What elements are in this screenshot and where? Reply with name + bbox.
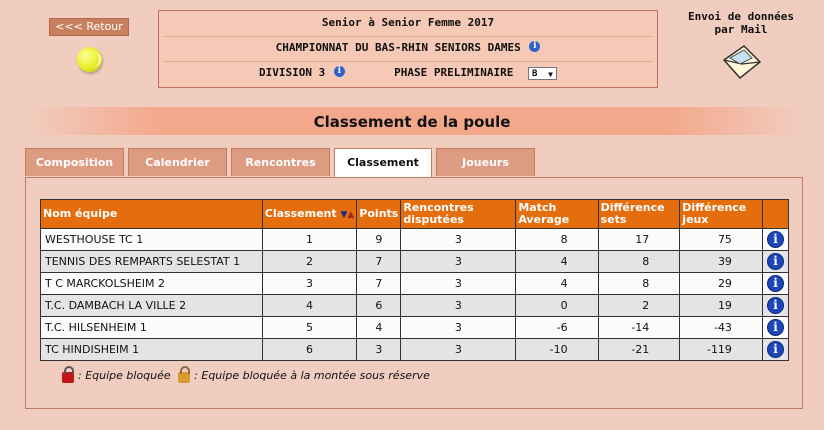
- table-row: [41, 273, 789, 295]
- table-row: [41, 251, 789, 273]
- rank-cell: 4: [262, 295, 357, 317]
- division-line: [159, 66, 657, 80]
- table-header-row: [41, 200, 789, 229]
- info-cell: [762, 295, 788, 317]
- back-button[interactable]: <<< Retour: [49, 18, 129, 36]
- legend: [62, 369, 430, 382]
- divider: [163, 36, 653, 37]
- competition-info-box: [158, 10, 658, 88]
- column-played-line1: Rencontres: [403, 201, 474, 214]
- championship-line: [159, 41, 657, 54]
- average-cell: 8: [516, 229, 598, 251]
- tab-classement[interactable]: Classement: [334, 148, 432, 178]
- column-average: [516, 200, 598, 229]
- info-cell: [762, 317, 788, 339]
- rank-cell: 5: [262, 317, 357, 339]
- team-name: T.C. DAMBACH LA VILLE 2: [41, 295, 263, 317]
- info-cell: [762, 251, 788, 273]
- division-info-icon[interactable]: i: [334, 66, 345, 77]
- average-cell: 4: [516, 273, 598, 295]
- column-games-line1: Différence: [682, 201, 747, 214]
- average-cell: 4: [516, 251, 598, 273]
- phase-selected-value: B: [531, 68, 538, 79]
- rank-cell: 1: [262, 229, 357, 251]
- points-cell: 9: [357, 229, 401, 251]
- info-cell: [762, 339, 788, 361]
- table-row: [41, 229, 789, 251]
- column-average-line2: Average: [518, 213, 570, 226]
- column-rank[interactable]: [262, 200, 357, 229]
- tab-composition[interactable]: Composition: [25, 148, 124, 176]
- points-cell: 7: [357, 251, 401, 273]
- legend-blocked-reserve: : Equipe bloquée à la montée sous réserve: [194, 369, 430, 382]
- team-name: TENNIS DES REMPARTS SELESTAT 1: [41, 251, 263, 273]
- rank-cell: 6: [262, 339, 357, 361]
- column-info: [762, 200, 788, 229]
- info-icon[interactable]: i: [767, 341, 784, 358]
- games-cell: 75: [680, 229, 763, 251]
- mail-export-label[interactable]: [676, 10, 806, 36]
- phase-label: PHASE PRELIMINAIRE: [394, 66, 514, 79]
- competition-title: Senior à Senior Femme 2017: [321, 16, 495, 29]
- column-rank-label: Classement: [264, 206, 337, 220]
- legend-blocked: : Equipe bloquée: [78, 369, 171, 382]
- info-icon[interactable]: i: [767, 231, 784, 248]
- lock-red-icon: [62, 372, 74, 383]
- ranking-table: [40, 199, 789, 361]
- sets-cell: 8: [598, 273, 680, 295]
- team-name: T C MARCKOLSHEIM 2: [41, 273, 263, 295]
- column-played-line2: disputées: [403, 213, 464, 226]
- sets-cell: 2: [598, 295, 680, 317]
- divider: [163, 61, 653, 62]
- envelope-icon[interactable]: [722, 42, 762, 82]
- column-played: [401, 200, 516, 229]
- played-cell: 3: [401, 273, 516, 295]
- table-row: [41, 339, 789, 361]
- points-cell: 6: [357, 295, 401, 317]
- sets-cell: -14: [598, 317, 680, 339]
- tab-rencontres[interactable]: Rencontres: [231, 148, 330, 176]
- points-cell: 4: [357, 317, 401, 339]
- sets-cell: -21: [598, 339, 680, 361]
- team-name: T.C. HILSENHEIM 1: [41, 317, 263, 339]
- team-name: TC HINDISHEIM 1: [41, 339, 263, 361]
- info-icon[interactable]: i: [767, 297, 784, 314]
- average-cell: -10: [516, 339, 598, 361]
- tab-calendrier[interactable]: Calendrier: [128, 148, 227, 176]
- mail-export-line2: par Mail: [714, 23, 768, 36]
- info-cell: [762, 273, 788, 295]
- column-games-line2: jeux: [682, 213, 709, 226]
- sort-up-icon[interactable]: ▲: [347, 209, 355, 220]
- championship-info-icon[interactable]: i: [529, 41, 540, 52]
- points-cell: 3: [357, 339, 401, 361]
- played-cell: 3: [401, 317, 516, 339]
- column-games: [680, 200, 763, 229]
- chevron-down-icon: ▼: [548, 69, 553, 79]
- average-cell: -6: [516, 317, 598, 339]
- column-sets-line2: sets: [600, 213, 627, 226]
- sets-cell: 17: [598, 229, 680, 251]
- played-cell: 3: [401, 251, 516, 273]
- rank-cell: 2: [262, 251, 357, 273]
- games-cell: 29: [680, 273, 763, 295]
- column-average-line1: Match: [518, 201, 557, 214]
- column-sets-line1: Différence: [600, 201, 665, 214]
- info-cell: [762, 229, 788, 251]
- division-name: DIVISION 3: [259, 66, 326, 79]
- average-cell: 0: [516, 295, 598, 317]
- played-cell: 3: [401, 295, 516, 317]
- table-row: [41, 295, 789, 317]
- sets-cell: 8: [598, 251, 680, 273]
- team-name: WESTHOUSE TC 1: [41, 229, 263, 251]
- page-title: Classement de la poule: [313, 113, 511, 131]
- table-row: [41, 317, 789, 339]
- games-cell: -119: [680, 339, 763, 361]
- games-cell: 19: [680, 295, 763, 317]
- info-icon[interactable]: i: [767, 319, 784, 336]
- rank-cell: 3: [262, 273, 357, 295]
- tab-joueurs[interactable]: Joueurs: [436, 148, 535, 176]
- sort-down-icon[interactable]: ▼: [340, 209, 348, 220]
- mail-export-line1: Envoi de données: [688, 10, 794, 23]
- info-icon[interactable]: i: [767, 275, 784, 292]
- games-cell: 39: [680, 251, 763, 273]
- played-cell: 3: [401, 229, 516, 251]
- games-cell: -43: [680, 317, 763, 339]
- column-sets: [598, 200, 680, 229]
- tennis-ball-icon: [77, 47, 102, 72]
- played-cell: 3: [401, 339, 516, 361]
- championship-name: CHAMPIONNAT DU BAS-RHIN SENIORS DAMES: [275, 41, 521, 54]
- column-team: Nom équipe: [41, 200, 263, 229]
- lock-gold-icon: [178, 372, 190, 383]
- column-points: Points: [357, 200, 401, 229]
- points-cell: 7: [357, 273, 401, 295]
- info-icon[interactable]: i: [767, 253, 784, 270]
- phase-select[interactable]: [528, 67, 557, 80]
